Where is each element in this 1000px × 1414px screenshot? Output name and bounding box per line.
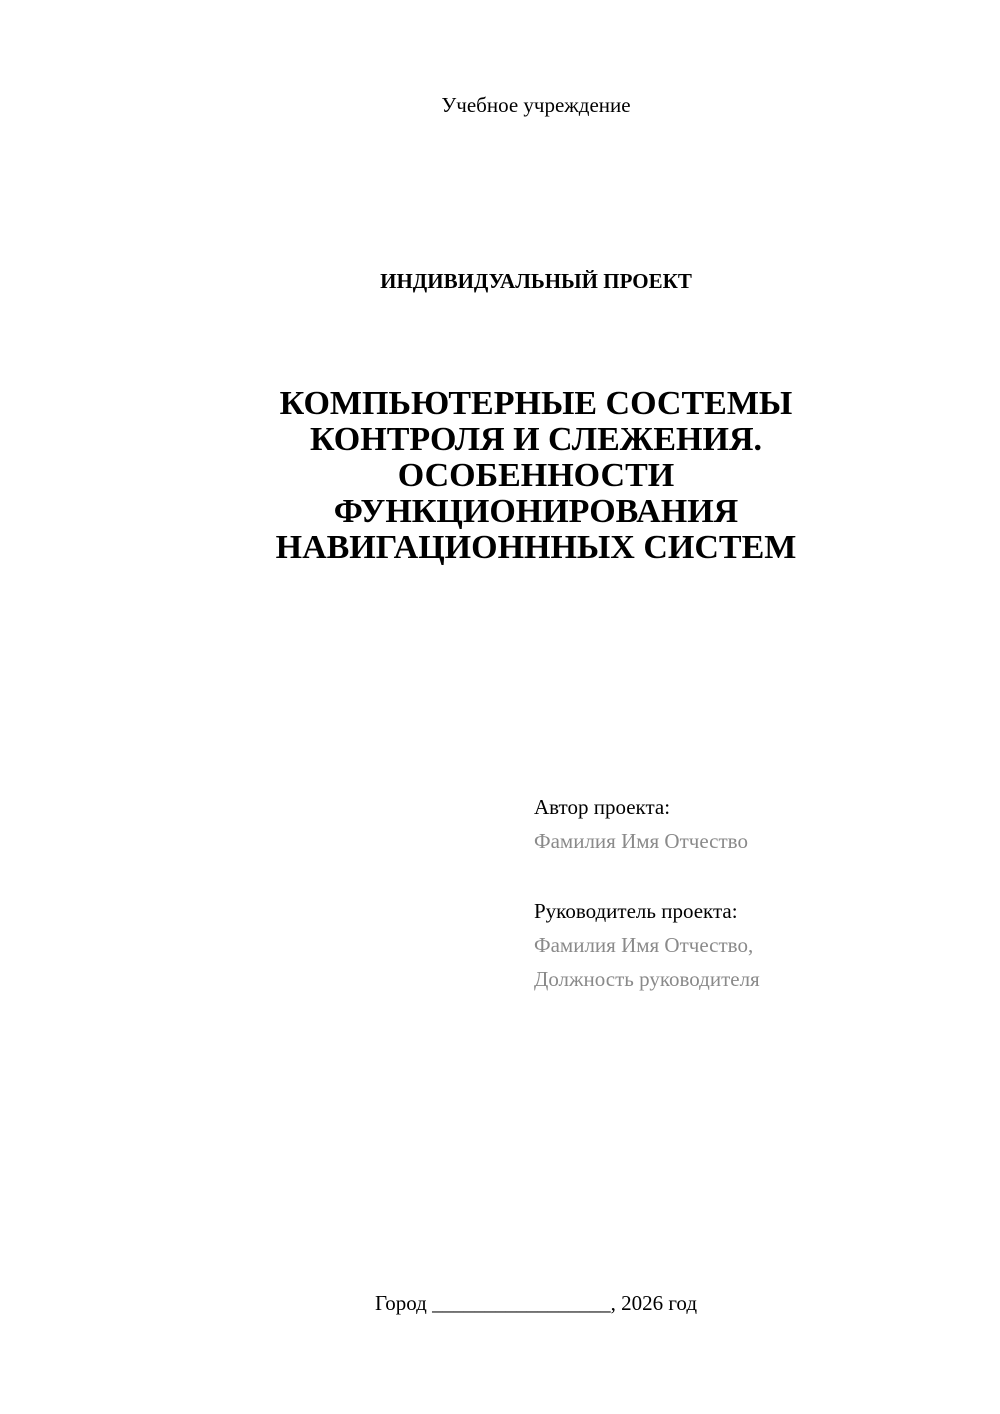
- project-title-line: ФУНКЦИОНИРОВАНИЯ: [333, 493, 739, 530]
- document-type: ИНДИВИДУАЛЬНЫЙ ПРОЕКТ: [380, 269, 692, 293]
- spacer: [534, 858, 974, 894]
- project-title-line: ОСОБЕННОСТИ: [397, 457, 675, 494]
- city-year-line: Город _________________, 2026 год: [374, 1291, 698, 1315]
- author-label: Автор проекта:: [534, 795, 671, 819]
- credits-block: [534, 790, 974, 996]
- supervisor-label: Руководитель проекта:: [534, 899, 738, 923]
- institution-name: Учебное учреждение: [441, 93, 631, 117]
- project-title-line: КОНТРОЛЯ И СЛЕЖЕНИЯ.: [310, 421, 762, 458]
- project-title-line: НАВИГАЦИОНННЫХ СИСТЕМ: [275, 529, 797, 566]
- supervisor-name: Фамилия Имя Отчество,: [534, 933, 754, 957]
- author-name: Фамилия Имя Отчество: [534, 829, 748, 853]
- supervisor-position: Должность руководителя: [534, 967, 760, 991]
- project-title: [186, 386, 886, 566]
- project-title-line: КОМПЬЮТЕРНЫЕ СОСТЕМЫ: [279, 385, 793, 422]
